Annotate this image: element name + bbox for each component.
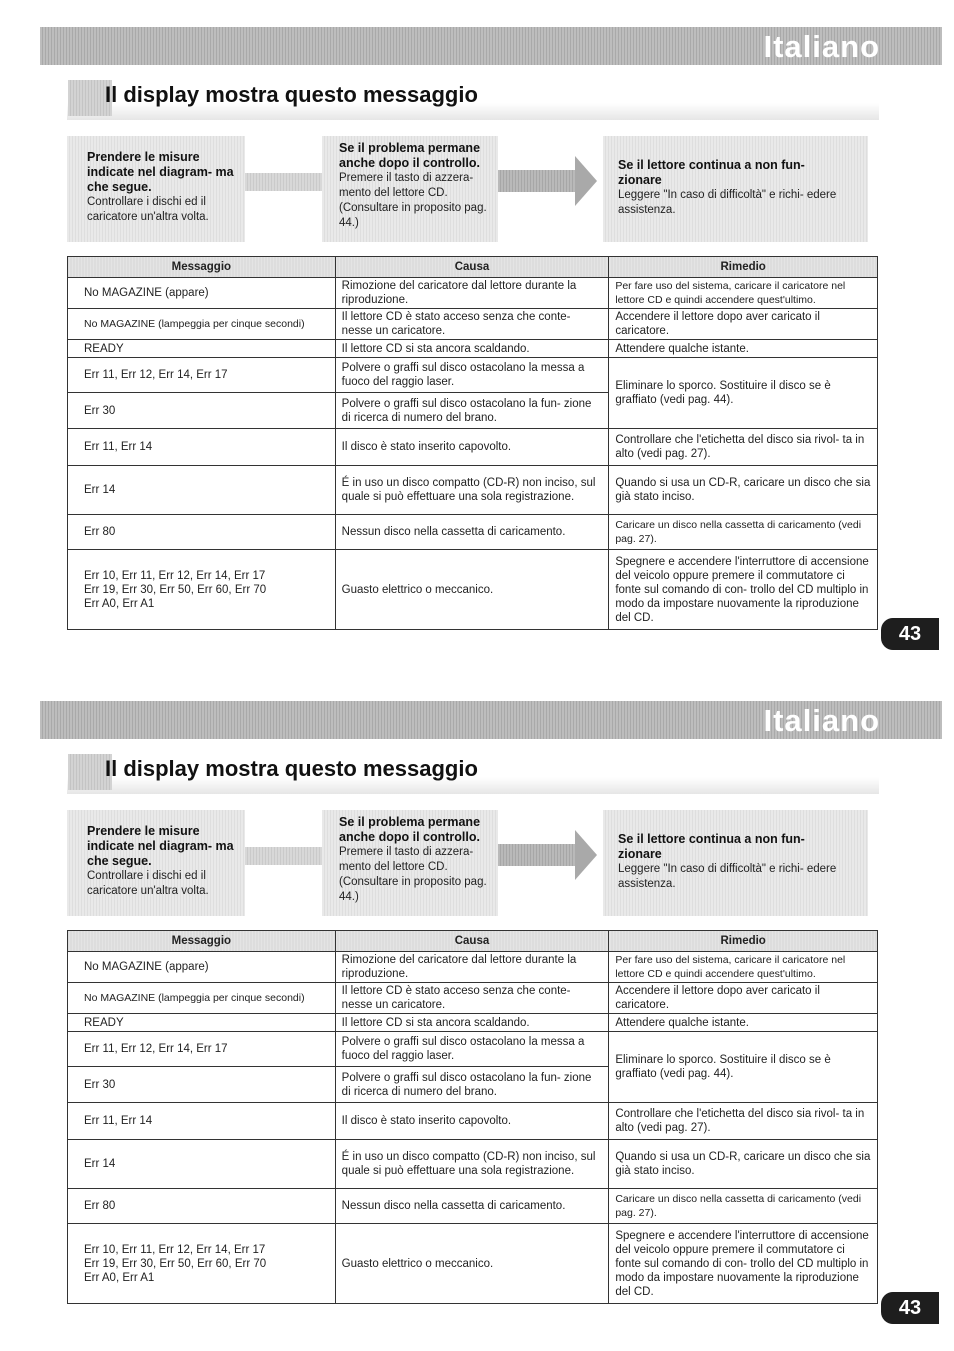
page-number-tab: 43	[881, 618, 939, 650]
cell-cause: Nessun disco nella cassetta di caricamento.	[335, 515, 609, 550]
cell-cause: É in uso un disco compatto (CD-R) non inciso, sul quale si può effettuare una sola registrazione.	[335, 1140, 609, 1189]
table-row	[68, 1140, 878, 1189]
flow-step-1-heading: Prendere le misure indicate nel diagram- ma che segue.	[87, 150, 234, 194]
flow-step-1	[67, 136, 245, 242]
language-banner	[40, 701, 942, 739]
cell-cause: Nessun disco nella cassetta di caricamento.	[335, 1189, 609, 1224]
message-table	[67, 256, 878, 630]
cell-cause: Rimozione del caricatore dal lettore durante la riproduzione.	[335, 952, 609, 983]
cell-remedy: Caricare un disco nella cassetta di caricamento (vedi pag. 27).	[609, 1189, 878, 1224]
page-number-tab: 43	[881, 1292, 939, 1324]
header-causa: Causa	[335, 931, 609, 952]
cell-message: Err 11, Err 12, Err 14, Err 17	[68, 1032, 336, 1067]
table-row	[68, 550, 878, 630]
table-row	[68, 1103, 878, 1140]
flow-step-3	[603, 810, 868, 916]
header-rimedio: Rimedio	[609, 257, 878, 278]
cell-remedy: Eliminare lo sporco. Sostituire il disco se è graffiato (vedi pag. 44).	[609, 1032, 878, 1103]
cell-remedy: Accendere il lettore dopo aver caricato il caricatore.	[609, 983, 878, 1014]
flow-arrow-shaft	[498, 170, 576, 192]
cell-remedy: Controllare che l'etichetta del disco sia rivol- ta in alto (vedi pag. 27).	[609, 1103, 878, 1140]
table-row	[68, 309, 878, 340]
table-row	[68, 340, 878, 358]
flow-connector	[245, 847, 322, 865]
table-row	[68, 515, 878, 550]
flow-connector	[245, 173, 322, 191]
cell-cause: É in uso un disco compatto (CD-R) non inciso, sul quale si può effettuare una sola registrazione.	[335, 466, 609, 515]
table-row	[68, 1189, 878, 1224]
cell-message: No MAGAZINE (lampeggia per cinque secondi)	[68, 983, 336, 1014]
cell-remedy: Attendere qualche istante.	[609, 1014, 878, 1032]
header-messaggio: Messaggio	[68, 931, 336, 952]
flow-step-2-heading: Se il problema permane anche dopo il controllo.	[339, 141, 481, 170]
cell-message: No MAGAZINE (appare)	[68, 278, 336, 309]
message-table	[67, 930, 878, 1304]
cell-remedy: Controllare che l'etichetta del disco sia rivol- ta in alto (vedi pag. 27).	[609, 429, 878, 466]
table-row	[68, 1224, 878, 1304]
cell-cause: Il disco è stato inserito capovolto.	[335, 429, 609, 466]
cell-cause: Il lettore CD si sta ancora scaldando.	[335, 340, 609, 358]
page-bottom	[0, 674, 954, 1349]
cell-message: READY	[68, 1014, 336, 1032]
table-row	[68, 429, 878, 466]
cell-cause: Guasto elettrico o meccanico.	[335, 550, 609, 630]
flow-step-1-text: Controllare i dischi ed il caricatore un'altra volta.	[87, 870, 209, 897]
language-label: Italiano	[763, 703, 880, 738]
cell-remedy: Per fare uso del sistema, caricare il caricatore nel lettore CD e quindi accendere quest'ultimo.	[609, 278, 878, 309]
cell-cause: Polvere o graffi sul disco ostacolano la fun- zione di ricerca di numero del brano.	[335, 1067, 609, 1103]
cell-cause: Polvere o graffi sul disco ostacolano la messa a fuoco del raggio laser.	[335, 1032, 609, 1067]
cell-message: Err 14	[68, 1140, 336, 1189]
page-title: Il display mostra questo messaggio	[105, 756, 478, 781]
table-header-row	[68, 257, 878, 278]
arrow-right-icon	[575, 156, 597, 206]
table-row	[68, 358, 878, 393]
table-row	[68, 1014, 878, 1032]
cell-message: Err 30	[68, 393, 336, 429]
table-row	[68, 983, 878, 1014]
flow-step-3-text: Leggere "In caso di difficoltà" e richi- edere assistenza.	[618, 863, 837, 890]
language-banner	[40, 27, 942, 65]
cell-message: No MAGAZINE (lampeggia per cinque secondi)	[68, 309, 336, 340]
flow-step-3	[603, 136, 868, 242]
cell-remedy: Quando si usa un CD-R, caricare un disco che sia già stato inciso.	[609, 466, 878, 515]
cell-remedy: Spegnere e accendere l'interruttore di accensione del veicolo oppure premere il commutatore ci fonte sul comando di con- trollo del CD multiplo in modo da impostare nuovamente la riproduzione del CD.	[609, 1224, 878, 1304]
cell-remedy: Accendere il lettore dopo aver caricato il caricatore.	[609, 309, 878, 340]
cell-cause: Polvere o graffi sul disco ostacolano la fun- zione di ricerca di numero del brano.	[335, 393, 609, 429]
flow-step-3-text: Leggere "In caso di difficoltà" e richi- edere assistenza.	[618, 189, 837, 216]
table-row	[68, 278, 878, 309]
cell-cause: Guasto elettrico o meccanico.	[335, 1224, 609, 1304]
cell-message: Err 14	[68, 466, 336, 515]
table-row	[68, 1032, 878, 1067]
flow-step-2-heading: Se il problema permane anche dopo il controllo.	[339, 815, 481, 844]
cell-remedy: Eliminare lo sporco. Sostituire il disco se è graffiato (vedi pag. 44).	[609, 358, 878, 429]
flow-step-3-heading: Se il lettore continua a non fun- zionare	[618, 832, 805, 861]
cell-cause: Il disco è stato inserito capovolto.	[335, 1103, 609, 1140]
cell-message: Err 11, Err 14	[68, 429, 336, 466]
flow-arrow-shaft	[498, 844, 576, 866]
cell-remedy: Attendere qualche istante.	[609, 340, 878, 358]
cell-message: Err 30	[68, 1067, 336, 1103]
cell-message: Err 10, Err 11, Err 12, Err 14, Err 17 Err 19, Err 30, Err 50, Err 60, Err 70 Err A0, Err A1	[68, 1224, 336, 1304]
cell-message: Err 11, Err 12, Err 14, Err 17	[68, 358, 336, 393]
flow-step-3-heading: Se il lettore continua a non fun- zionare	[618, 158, 805, 187]
header-causa: Causa	[335, 257, 609, 278]
cell-message: Err 80	[68, 1189, 336, 1224]
cell-message: READY	[68, 340, 336, 358]
flow-step-2-text: Premere il tasto di azzera- mento del lettore CD. (Consultare in proposito pag. 44.)	[339, 846, 487, 903]
language-label: Italiano	[763, 29, 880, 64]
cell-message: Err 10, Err 11, Err 12, Err 14, Err 17 Err 19, Err 30, Err 50, Err 60, Err 70 Err A0, Err A1	[68, 550, 336, 630]
cell-remedy: Per fare uso del sistema, caricare il caricatore nel lettore CD e quindi accendere quest'ultimo.	[609, 952, 878, 983]
table-row	[68, 952, 878, 983]
arrow-right-icon	[575, 830, 597, 880]
table-row	[68, 466, 878, 515]
cell-cause: Rimozione del caricatore dal lettore durante la riproduzione.	[335, 278, 609, 309]
flow-step-2	[322, 136, 498, 242]
header-rimedio: Rimedio	[609, 931, 878, 952]
cell-cause: Polvere o graffi sul disco ostacolano la messa a fuoco del raggio laser.	[335, 358, 609, 393]
flow-step-2	[322, 810, 498, 916]
page-title: Il display mostra questo messaggio	[105, 82, 478, 107]
cell-cause: Il lettore CD è stato acceso senza che conte- nesse un caricatore.	[335, 983, 609, 1014]
cell-message: No MAGAZINE (appare)	[68, 952, 336, 983]
cell-remedy: Quando si usa un CD-R, caricare un disco che sia già stato inciso.	[609, 1140, 878, 1189]
table-header-row	[68, 931, 878, 952]
page-top	[0, 0, 954, 675]
cell-cause: Il lettore CD è stato acceso senza che conte- nesse un caricatore.	[335, 309, 609, 340]
cell-cause: Il lettore CD si sta ancora scaldando.	[335, 1014, 609, 1032]
cell-message: Err 11, Err 14	[68, 1103, 336, 1140]
cell-remedy: Spegnere e accendere l'interruttore di accensione del veicolo oppure premere il commutatore ci fonte sul comando di con- trollo del CD multiplo in modo da impostare nuovamente la riproduzione del CD.	[609, 550, 878, 630]
flow-step-1	[67, 810, 245, 916]
flow-step-1-heading: Prendere le misure indicate nel diagram- ma che segue.	[87, 824, 234, 868]
flow-step-2-text: Premere il tasto di azzera- mento del lettore CD. (Consultare in proposito pag. 44.)	[339, 172, 487, 229]
flow-step-1-text: Controllare i dischi ed il caricatore un'altra volta.	[87, 196, 209, 223]
cell-remedy: Caricare un disco nella cassetta di caricamento (vedi pag. 27).	[609, 515, 878, 550]
cell-message: Err 80	[68, 515, 336, 550]
header-messaggio: Messaggio	[68, 257, 336, 278]
